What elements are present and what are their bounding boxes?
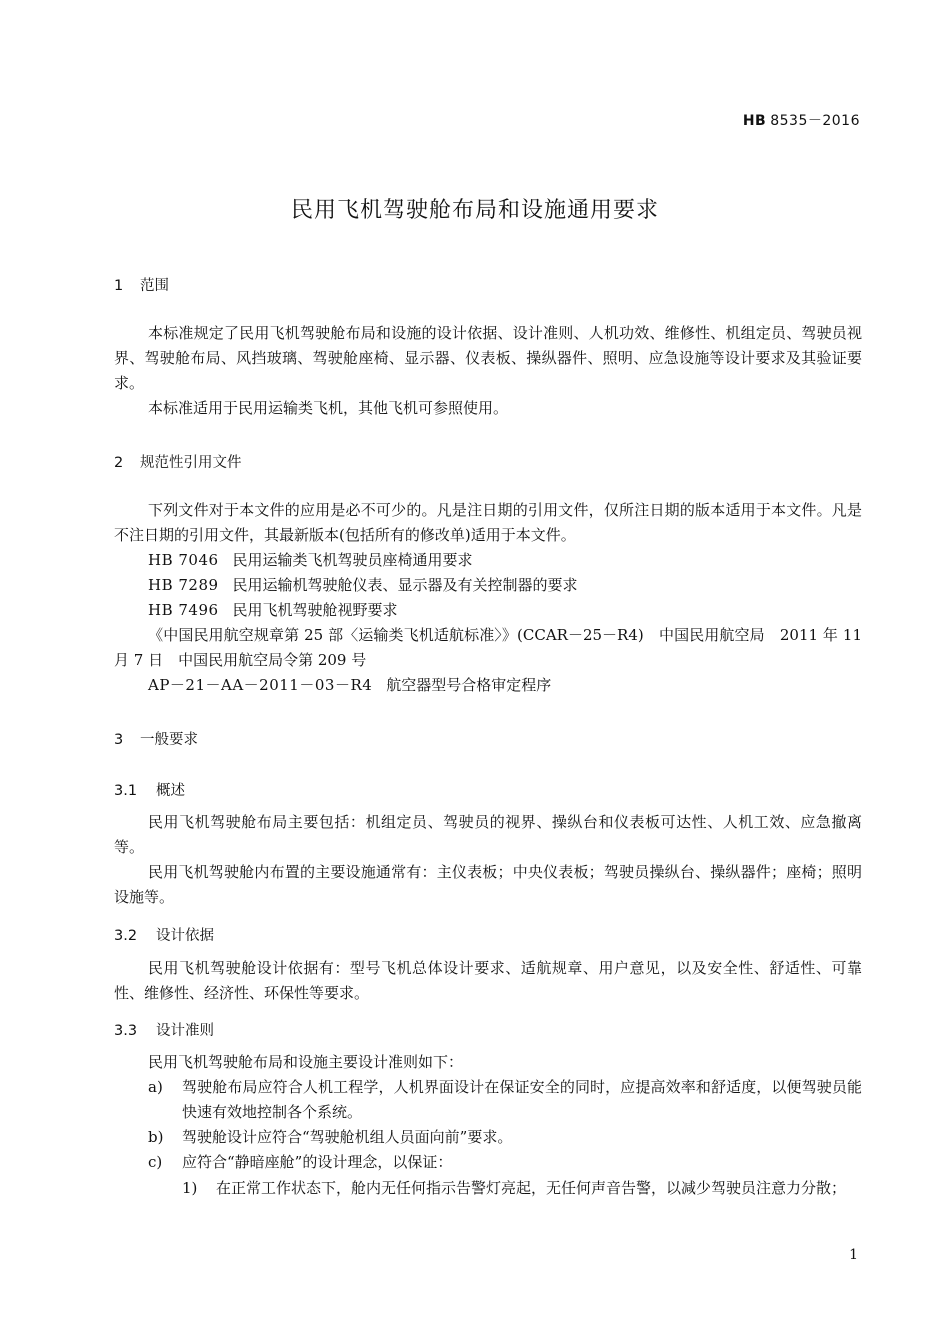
reference-title: 民用运输机驾驶舱仪表、显示器及有关控制器的要求 [232, 576, 578, 594]
section-1-paragraph-2: 本标准适用于民用运输类飞机，其他飞机可参照使用。 [148, 399, 509, 417]
reference-code: HB 7289 [148, 576, 219, 594]
reference-item [148, 598, 398, 623]
list-marker: b) [148, 1128, 164, 1146]
subsection-3-1-paragraph-2: 民用飞机驾驶舱内布置的主要设施通常有：主仪表板；中央仪表板；驾驶员操纵台、操纵器件；座椅；照明设施等。 [114, 863, 862, 906]
list-item [148, 1150, 862, 1175]
section-number: 1 [114, 278, 124, 294]
reference-item [148, 673, 551, 698]
list-item [148, 1075, 862, 1125]
list-item [148, 1125, 862, 1150]
section-number: 3 [114, 732, 124, 748]
section-1-heading [114, 274, 169, 295]
subsection-number: 3.3 [114, 1023, 138, 1039]
subsection-3-1-heading [114, 779, 185, 800]
list-marker: c) [148, 1153, 163, 1171]
page-number: 1 [849, 1247, 858, 1263]
section-2-paragraph-1: 下列文件对于本文件的应用是必不可少的。凡是注日期的引用文件，仅所注日期的版本适用于本文件。凡是不注日期的引用文件，其最新版本(包括所有的修改单)适用于本文件。 [114, 501, 862, 544]
standard-code [743, 110, 860, 130]
subsection-number: 3.2 [114, 928, 138, 944]
reference-code: AP－21－AA－2011－03－R4 [148, 676, 373, 694]
subsection-title: 设计准则 [156, 1023, 214, 1039]
section-3-heading [114, 728, 198, 749]
section-1-paragraph-1: 本标准规定了民用飞机驾驶舱布局和设施的设计依据、设计准则、人机功效、维修性、机组定员、驾驶员视界、驾驶舱布局、风挡玻璃、驾驶舱座椅、显示器、仪表板、操纵器件、照明、应急设施等设计要求及其验证要求。 [114, 324, 862, 392]
reference-code: HB 7046 [148, 551, 219, 569]
section-2-heading [114, 451, 242, 472]
subsection-3-2-heading [114, 924, 214, 945]
reference-title: 航空器型号合格审定程序 [386, 676, 552, 694]
standard-number: 8535－2016 [770, 113, 860, 129]
subsection-3-3-heading [114, 1019, 214, 1040]
subsection-number: 3.1 [114, 783, 138, 799]
reference-item [148, 548, 473, 573]
reference-ccar: 《中国民用航空规章第 25 部〈运输类飞机适航标准〉》(CCAR－25－R4) 中国民用航空局 2011 年 11 月 7 日 中国民用航空局令第 209 号 [114, 626, 862, 669]
list-text: 应符合“静暗座舱”的设计理念，以保证： [182, 1153, 453, 1171]
list-text: 驾驶舱设计应符合“驾驶舱机组人员面向前”要求。 [182, 1128, 513, 1146]
reference-item [148, 573, 578, 598]
standard-prefix: HB [742, 113, 767, 129]
list-text: 驾驶舱布局应符合人机工程学，人机界面设计在保证安全的同时，应提高效率和舒适度，以便驾驶员能快速有效地控制各个系统。 [182, 1078, 862, 1121]
list-marker: 1) [182, 1179, 198, 1197]
reference-code: HB 7496 [148, 601, 219, 619]
section-title: 规范性引用文件 [140, 455, 242, 471]
list-text: 在正常工作状态下，舱内无任何指示告警灯亮起，无任何声音告警，以减少驾驶员注意力分散； [216, 1179, 847, 1197]
document-title: 民用飞机驾驶舱布局和设施通用要求 [290, 198, 659, 223]
reference-title: 民用飞机驾驶舱视野要求 [232, 601, 398, 619]
section-title: 一般要求 [140, 732, 198, 748]
subsection-3-2-paragraph-1: 民用飞机驾驶舱设计依据有：型号飞机总体设计要求、适航规章、用户意见，以及安全性、舒适性、可靠性、维修性、经济性、环保性等要求。 [114, 959, 862, 1002]
section-title: 范围 [140, 278, 169, 294]
subsection-title: 设计依据 [156, 928, 214, 944]
reference-title: 民用运输类飞机驾驶员座椅通用要求 [232, 551, 473, 569]
subsection-title: 概述 [156, 783, 185, 799]
subsection-3-1-paragraph-1: 民用飞机驾驶舱布局主要包括：机组定员、驾驶员的视界、操纵台和仪表板可达性、人机工效、应急撤离等。 [114, 813, 862, 856]
sub-list-item [182, 1176, 862, 1201]
list-marker: a) [148, 1078, 163, 1096]
section-number: 2 [114, 455, 124, 471]
subsection-3-3-intro: 民用飞机驾驶舱布局和设施主要设计准则如下： [148, 1053, 464, 1071]
